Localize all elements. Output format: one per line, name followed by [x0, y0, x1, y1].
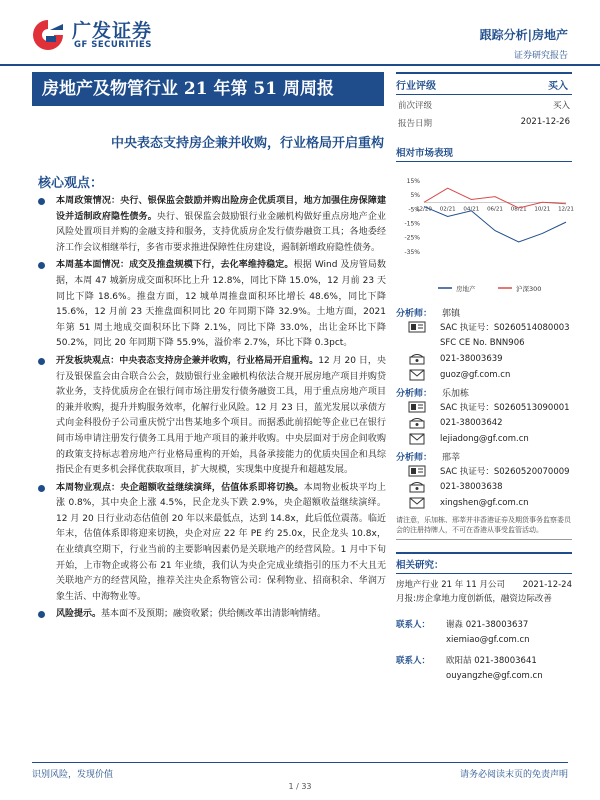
- phone-icon: [408, 481, 426, 493]
- analyst-name-row: [396, 386, 572, 399]
- viewpoint-lead: 本周政策情况：央行、银保监会鼓励并购出险房企优质项目，地方加强住房保障建设并适制政府隐性债务。: [56, 196, 386, 222]
- email-icon: [408, 369, 426, 381]
- prev-rating-label: 前次评级: [398, 101, 433, 111]
- prev-rating-row: [396, 95, 572, 113]
- bullet-icon: [38, 262, 45, 269]
- viewpoint-lead: 风险提示。: [56, 609, 102, 620]
- page-number: 1 / 33: [288, 782, 312, 791]
- phone-icon: [408, 353, 426, 365]
- phone-icon: [408, 417, 426, 429]
- analyst-block-0: [396, 306, 572, 383]
- analyst-name-row: [396, 450, 572, 463]
- y-tick-label: 5%: [410, 192, 420, 200]
- id-card-icon: [408, 401, 426, 413]
- x-tick-label: 06/21: [487, 206, 503, 213]
- x-tick-label: 08/21: [510, 206, 527, 213]
- rating-value: 买入: [548, 81, 568, 92]
- report-type: 跟踪分析|房地产: [479, 28, 568, 42]
- report-date-row: [396, 113, 572, 131]
- analyst-name: 郭镇: [442, 309, 461, 319]
- contact-label: 联系人：: [396, 620, 431, 630]
- id-card-icon: [408, 465, 426, 477]
- viewpoint-property-mgmt: [36, 481, 386, 606]
- report-type-block: [480, 26, 568, 61]
- analyst-phone-row: [396, 479, 572, 495]
- analyst-phone: 021-38003642: [440, 418, 503, 428]
- sidebar: [396, 72, 572, 684]
- x-tick-label: 12/21: [558, 206, 574, 213]
- company-logo: [30, 16, 160, 56]
- y-tick-label: 15%: [406, 178, 420, 186]
- analyst-email-row: [396, 367, 572, 383]
- viewpoint-policy: [36, 194, 386, 256]
- contact-spacer: [396, 669, 446, 684]
- core-viewpoints-heading: 核心观点：: [38, 176, 104, 191]
- contact-email[interactable]: xiemiao@gf.com.cn: [446, 635, 530, 645]
- analyst-sac: SAC 执证号：S0260520070009: [440, 467, 570, 477]
- footer-slogan: 识别风险，发现价值: [32, 770, 114, 780]
- analyst-note: 请注意，乐加栋、邢莘并非香港证券及期货事务监察委员会的注册持牌人，不可在香港从事受监管活动。: [396, 515, 572, 540]
- viewpoint-risk: [36, 607, 386, 623]
- analyst-email[interactable]: lejiadong@gf.com.cn: [440, 434, 529, 444]
- contact-name: 谢淼 021-38003637: [446, 620, 529, 630]
- viewpoint-development: [36, 354, 386, 479]
- contact-name: 欧阳喆 021-38003641: [446, 656, 537, 666]
- analyst-sac: SAC 执证号：S0260514080003: [440, 323, 570, 333]
- analyst-label: 分析师：: [396, 309, 433, 319]
- analyst-name: 乐加栋: [442, 389, 470, 399]
- analyst-email-row: [396, 495, 572, 511]
- analyst-sac-row: [396, 399, 572, 415]
- analyst-email[interactable]: xingshen@gf.com.cn: [440, 498, 529, 508]
- related-research-heading: 相关研究：: [396, 552, 572, 574]
- y-tick-label: -35%: [404, 248, 420, 256]
- footer-disclaimer[interactable]: 请务必阅读末页的免责声明: [459, 770, 568, 780]
- viewpoint-lead: 本周物业观点：央企超额收益继续演绎，估值体系即将切换。: [56, 482, 304, 493]
- analyst-name: 邢莘: [442, 453, 461, 463]
- page-header: [0, 0, 600, 66]
- contact-email-row: [396, 669, 572, 684]
- email-icon: [408, 433, 426, 445]
- performance-chart-svg: [396, 166, 572, 296]
- analyst-phone-row: [396, 351, 572, 367]
- analyst-name-row: [396, 306, 572, 319]
- id-card-icon: [408, 321, 426, 333]
- contact-row: [396, 618, 572, 633]
- viewpoint-lead: 开发板块观点：中央表态支持房企兼并收购，行业格局开启重构。: [56, 355, 319, 366]
- analyst-block-2: [396, 450, 572, 511]
- contact-email[interactable]: ouyangzhe@gf.com.cn: [446, 671, 543, 681]
- logo-en-text: GF SECURITIES: [74, 40, 152, 50]
- contact-spacer: [396, 633, 446, 648]
- core-viewpoints: [36, 194, 386, 625]
- contact-list: [396, 618, 572, 684]
- logo-cn-text: 广发证券: [72, 20, 153, 42]
- y-tick-label: -25%: [404, 234, 420, 242]
- contact-label: 联系人：: [396, 656, 431, 666]
- y-tick-label: -5%: [408, 206, 420, 214]
- chart-legend: [438, 284, 541, 293]
- bullet-icon: [38, 485, 45, 492]
- x-tick-label: 02/21: [439, 206, 456, 213]
- related-item[interactable]: [396, 578, 572, 606]
- related-item-row: [396, 578, 572, 592]
- page-footer: [32, 762, 568, 780]
- viewpoint-body: 12 月 20 日，央行及银保监会由合联合公会，鼓励银行业金融机构依法合规开展房地产项目并购贷款业务，支持优质房企在银行间市场注册发行债务融资工具，用于重点房地产项目的兼并收购，提升并购服务效率，化解行业风险。12 月 23 日，蓝光发展以承债方式向金科股份子公司重庆悦宁出售某地多个项目。而据悉此前招蛇等企业已在银行间市场申请注册发行债务工具用于地产项目的兼并收购。中央层面对于房企间收购的政策支持标志着房地产行业格局重构的开始，具备承接能力的优质央国企和具综指民企有更多机会择优获取项目，扩大规模，实现集中度提升和超越发展。: [56, 355, 386, 476]
- analyst-sac-row: [396, 463, 572, 479]
- report-subtype: 证券研究报告: [513, 51, 568, 61]
- market-performance-heading: 相对市场表现: [396, 145, 572, 162]
- market-performance-chart: [396, 166, 572, 296]
- bullet-icon: [38, 358, 45, 365]
- analyst-label: 分析师：: [396, 389, 433, 399]
- analyst-phone: 021-38003639: [440, 354, 503, 364]
- blank-icon: [408, 337, 426, 349]
- viewpoint-body: 央行、银保监会鼓励银行业金融机构做好重点房地产企业风险处置项目并购的金融支持和服务，支持优质房企发行债券融资工具；各地委经济工作会议相继举行，多省市要求推进保障性住房建设，遏制新增政府隐性债务。: [56, 211, 386, 253]
- related-research: [396, 552, 572, 606]
- x-tick-label: 10/21: [534, 206, 551, 213]
- bullet-icon: [38, 198, 45, 205]
- analyst-sfc-row: [396, 335, 572, 351]
- analyst-sac-row: [396, 319, 572, 335]
- series-line-hs300: [424, 188, 566, 208]
- related-item-desc: 月报:房企拿地力度创新低，融资边际改善: [396, 594, 552, 604]
- rating-header: [396, 72, 572, 95]
- legend-realestate: 房地产: [456, 285, 476, 293]
- viewpoint-body: 基本面不及预期；融资收紧；供给侧改革出清影响情绪。: [101, 609, 327, 620]
- analyst-phone-row: [396, 415, 572, 431]
- viewpoint-body: 本周物业板块平均上涨 0.8%，其中央企上涨 4.5%，民企龙头下跌 2.9%，央企超额收益继续演绎。12 月 20 日行业动态估值创 20 年以来最低点，达到 14.8x，此后低位震荡。临近年末，估值体系即将迎来切换，央企对应 22 年 PE 约 25.0x，民企龙头 10.8x，在业绩真空期下，行业当前的主要影响因素仍是关联地产的经营风险。1 月中下旬开始，上市物企或将公布 21 年业绩，我们认为央企完成业绩指引的压力不大且无关联地产方的经营风险，推荐关注央企系物管公司：保利物业、招商积余、华润万象生活、中海物业等。: [56, 482, 386, 602]
- rating-label: 行业评级: [396, 81, 436, 92]
- viewpoint-body: 根据 Wind 及房管局数据，本周 47 城新房成交面积环比上升 12.8%，同比下降 15.0%，12 月前 23 天同比下降 18.6%。推盘方面，12 城单周推盘面积环比增长 48.6%，同比下降 15.6%，12 月前 23 天推盘面积同比 20 年同期下降 32.9%。土地方面，2021 年第 51 周土地成交面积环比下降 2.1%，同比下降 33.0%，出让金环比下降 50.2%，同比 20 年同期下降 55.9%，溢价率 2.7%，环比下降 0.3pct。: [56, 260, 386, 349]
- analyst-email-row: [396, 431, 572, 447]
- x-tick-label: 12/20: [416, 206, 432, 213]
- analyst-label: 分析师：: [396, 453, 433, 463]
- report-date-value: 2021-12-26: [520, 117, 570, 127]
- legend-hs300: 沪深300: [516, 285, 542, 293]
- prev-rating-value: 买入: [552, 101, 570, 111]
- gf-logo-icon: [30, 18, 66, 52]
- contact-row: [396, 654, 572, 669]
- analyst-phone: 021-38003638: [440, 482, 503, 492]
- y-tick-label: -15%: [404, 220, 420, 228]
- x-tick-label: 04/21: [463, 206, 480, 213]
- contact-email-row: [396, 633, 572, 648]
- viewpoint-fundamentals: [36, 258, 386, 352]
- report-subtitle: 中央表态支持房企兼并收购，行业格局开启重构: [110, 136, 384, 151]
- analyst-list: [396, 306, 572, 540]
- report-title: 房地产及物管行业 21 年第 51 周周报: [32, 72, 384, 106]
- related-item-date: 2021-12-24: [522, 580, 572, 590]
- report-date-label: 报告日期: [398, 119, 433, 129]
- analyst-block-1: [396, 386, 572, 447]
- related-item-title: 房地产行业 21 年 11 月公司: [396, 580, 505, 590]
- analyst-email[interactable]: guoz@gf.com.cn: [440, 370, 511, 380]
- bullet-icon: [38, 611, 45, 618]
- analyst-sfc: SFC CE No. BNN906: [440, 338, 525, 348]
- email-icon: [408, 497, 426, 509]
- analyst-sac: SAC 执证号：S0260513090001: [440, 403, 570, 413]
- viewpoint-lead: 本周基本面情况：成交及推盘规模下行，去化率维持稳定。: [56, 260, 294, 271]
